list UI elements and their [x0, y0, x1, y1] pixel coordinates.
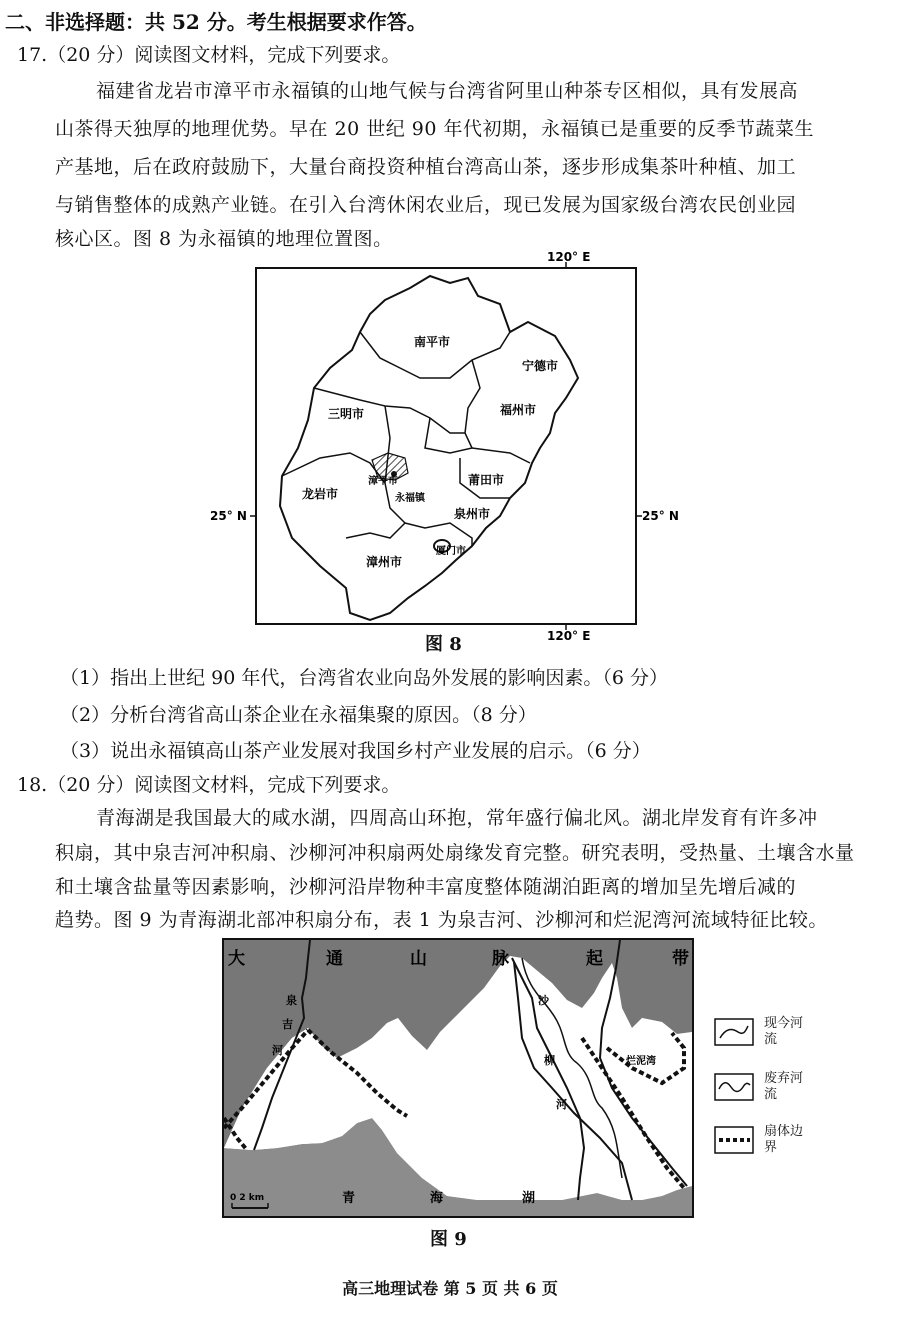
town-label-zhangping: 漳平市 — [368, 476, 398, 487]
river-label-char: 河 — [556, 1098, 567, 1111]
city-label-ningde: 宁德市 — [522, 359, 559, 373]
mountain-label-char: 山 — [410, 949, 427, 969]
section-header: 二、非选择题：共 52 分。考生根据要求作答。 — [5, 10, 427, 34]
lake-label-char: 湖 — [522, 1191, 536, 1206]
q17-sub-question-3: （3）说出永福镇高山茶产业发展对我国乡村产业发展的启示。（6 分） — [60, 740, 651, 762]
q18-paragraph-line: 积扇，其中泉吉河冲积扇、沙柳河冲积扇两处扇缘发育完整。研究表明，受热量、土壤含水量 — [55, 842, 855, 864]
legend-label-abandoned-river: 废弃河流 — [764, 1071, 804, 1102]
q17-paragraph-line: 核心区。图 8 为永福镇的地理位置图。 — [55, 228, 393, 250]
mountain-label-char: 通 — [326, 949, 343, 969]
question-17-heading: 17.（20 分）阅读图文材料，完成下列要求。 — [17, 44, 401, 66]
city-label-quanzhou: 泉州市 — [454, 507, 491, 521]
mountain-label-char: 起 — [586, 949, 603, 969]
lat-label-right: 25° N — [642, 509, 679, 523]
q17-paragraph-line: 福建省龙岩市漳平市永福镇的山地气候与台湾省阿里山种茶专区相似，具有发展高 — [96, 80, 799, 102]
scale-label: 0 2 km — [230, 1193, 265, 1203]
figure-9-diagram — [222, 938, 697, 1220]
city-label-sanming: 三明市 — [328, 407, 365, 421]
page-footer: 高三地理试卷 第 5 页 共 6 页 — [342, 1279, 558, 1298]
legend-label-modern-river: 现今河流 — [764, 1016, 804, 1047]
mountain-label-char: 带 — [672, 949, 689, 969]
question-18-heading: 18.（20 分）阅读图文材料，完成下列要求。 — [17, 774, 401, 796]
fujian-map-svg — [210, 248, 680, 648]
city-label-zhangzhou: 漳州市 — [366, 555, 403, 569]
lake-label-char: 青 — [342, 1191, 356, 1206]
q17-paragraph-line: 山茶得天独厚的地理优势。早在 20 世纪 90 年代初期，永福镇已是重要的反季节蔬菜生 — [55, 118, 815, 140]
mountain-label-char: 大 — [228, 949, 245, 969]
city-label-putian: 莆田市 — [468, 473, 505, 487]
river-label-char: 吉 — [282, 1018, 293, 1031]
legend-item-modern-river — [714, 1018, 854, 1052]
q18-paragraph-line: 趋势。图 9 为青海湖北部冲积扇分布，表 1 为泉吉河、沙柳河和烂泥湾河流域特征比较。 — [55, 909, 828, 931]
q17-paragraph-line: 与销售整体的成熟产业链。在引入台湾休闲农业后，现已发展为国家级台湾农民创业园 — [55, 194, 797, 216]
city-label-longyan: 龙岩市 — [302, 487, 339, 501]
legend-item-fan-boundary — [714, 1126, 854, 1160]
lanniwan-label: 烂泥湾 — [626, 1056, 656, 1067]
town-label-yongfu: 永福镇 — [395, 493, 425, 504]
alluvial-fan-svg — [222, 938, 697, 1220]
river-label-char: 泉 — [286, 994, 297, 1007]
mountain-label-char: 脉 — [492, 949, 509, 969]
q17-sub-question-2: （2）分析台湾省高山茶企业在永福集聚的原因。（8 分） — [60, 704, 537, 726]
q17-paragraph-line: 产基地，后在政府鼓励下，大量台商投资种植台湾高山茶，逐步形成集茶叶种植、加工 — [55, 156, 797, 178]
city-label-xiamen: 厦门市 — [436, 546, 466, 557]
legend-label-fan-boundary: 扇体边界 — [764, 1124, 804, 1155]
figure-8-caption: 图 8 — [425, 634, 462, 655]
lon-label-top: 120° E — [547, 250, 591, 264]
river-label-char: 柳 — [544, 1054, 555, 1067]
river-label-char: 河 — [272, 1044, 283, 1057]
figure-9-caption: 图 9 — [430, 1229, 467, 1250]
city-label-nanping: 南平市 — [414, 335, 451, 349]
figure-8-map — [210, 248, 680, 648]
legend-item-abandoned-river — [714, 1073, 854, 1107]
lon-label-bottom: 120° E — [547, 629, 591, 643]
q17-sub-question-1: （1）指出上世纪 90 年代，台湾省农业向岛外发展的影响因素。（6 分） — [60, 667, 668, 689]
lake-label-char: 海 — [430, 1191, 444, 1206]
lat-label-left: 25° N — [210, 509, 247, 523]
city-label-fuzhou: 福州市 — [500, 403, 537, 417]
q18-paragraph-line: 和土壤含盐量等因素影响，沙柳河沿岸物种丰富度整体随湖泊距离的增加呈先增后减的 — [55, 876, 797, 898]
q18-paragraph-line: 青海湖是我国最大的咸水湖，四周高山环抱，常年盛行偏北风。湖北岸发育有许多冲 — [96, 807, 818, 829]
fujian-outline — [280, 276, 578, 620]
river-label-char: 沙 — [538, 994, 549, 1007]
